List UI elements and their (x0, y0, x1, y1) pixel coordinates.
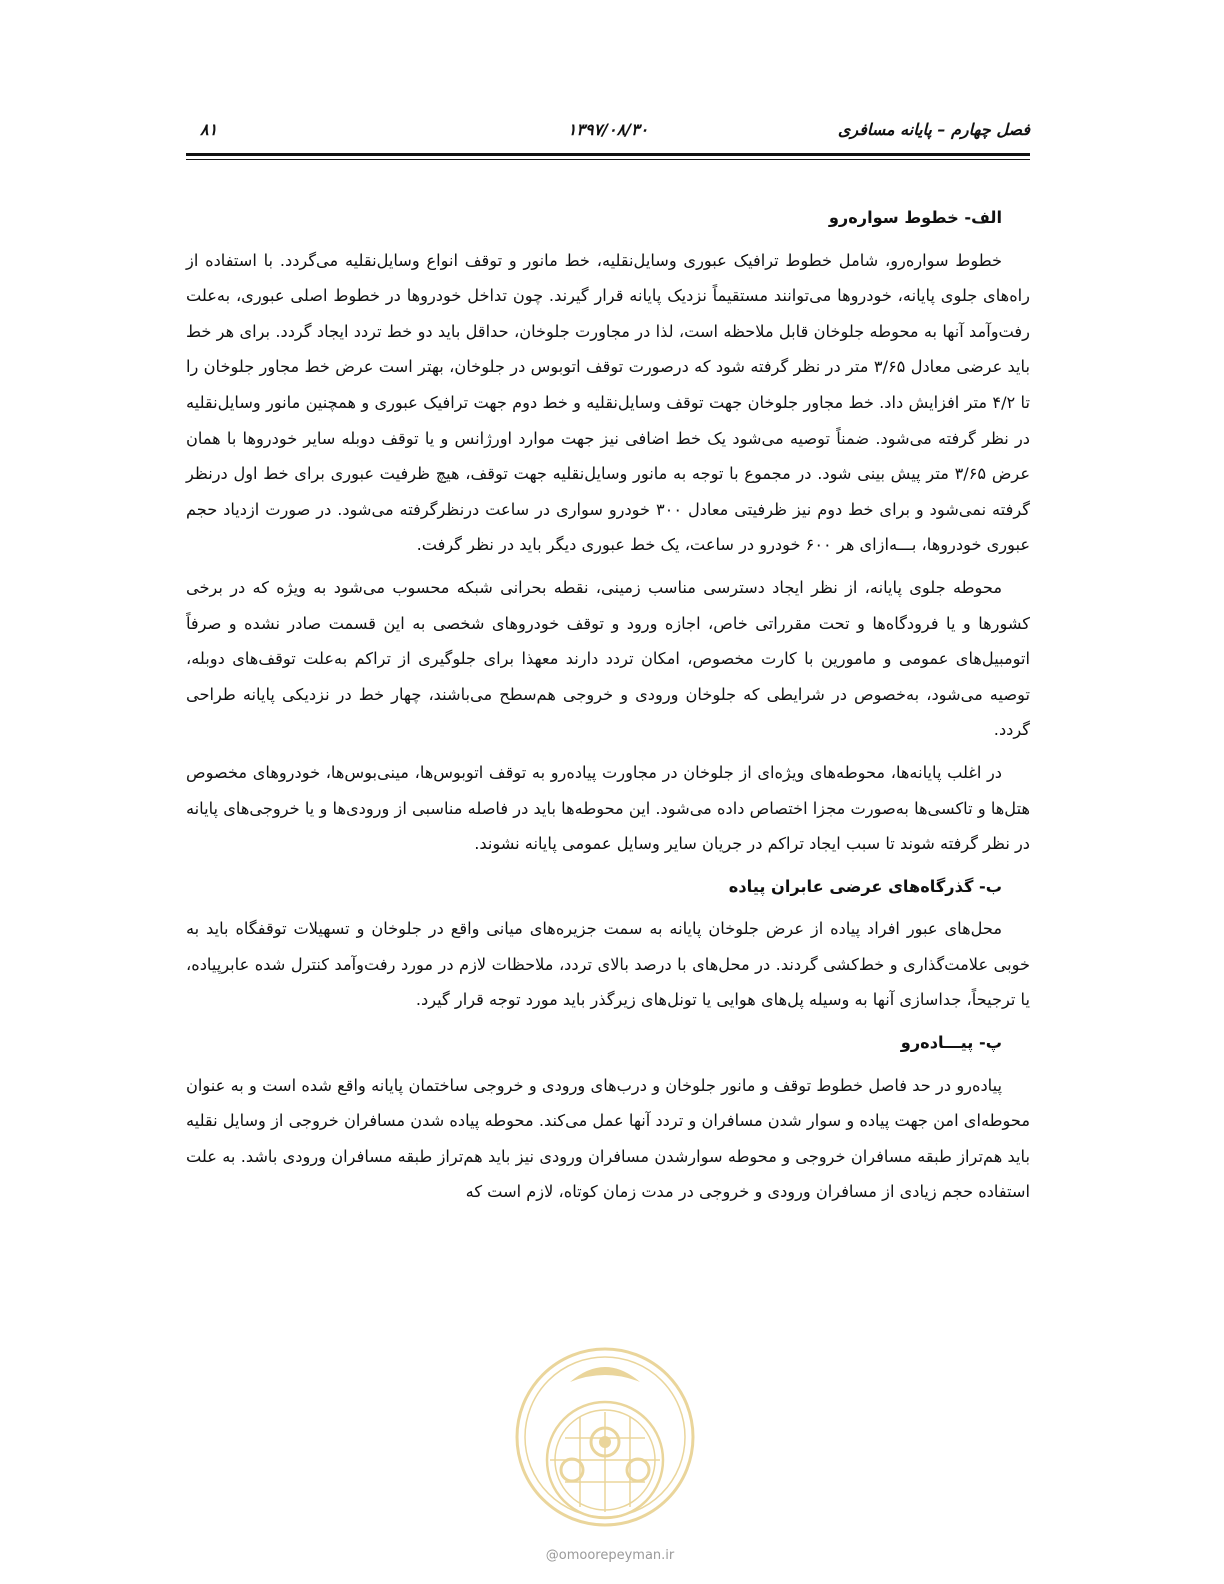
section-heading: ب- گذرگاه‌های عرضی عابران پیاده (728, 876, 1002, 896)
page-number: ۸۱ (200, 120, 218, 139)
section-heading: الف- خطوط سواره‌رو (828, 208, 1002, 227)
header-date: ۱۳۹۷/۰۸/۳۰ (567, 120, 649, 139)
watermark-url: @omoorepeyman.ir (545, 1548, 675, 1563)
paragraph: محوطه جلوی پایانه، از نظر ایجاد دسترسی مناسب زمینی، نقطه بحرانی شبکه محسوب می‌شود به ویژه که در برخی کشورها و یا فرودگاه‌ها و تحت مقرراتی خاص، اجازه ورود و توقف خودروهای شخصی به این قسمت صادر نشده و صرفاً اتومبیل‌های عمومی و مامورین با کارت مخصوص، امکان تردد دارند معهذا برای جلوگیری از تراکم به‌علت توقف‌های دوبله، توصیه می‌شود، به‌خصوص در شرایطی که جلوخان ورودی و خروجی هم‌سطح می‌باشند، چهار خط در نزدیکی پایانه طراحی گردد. (186, 577, 1030, 740)
header-rule-thick (186, 153, 1030, 156)
paragraph: خطوط سواره‌رو، شامل خطوط ترافیک عبوری وسایل‌نقلیه، خط مانور و توقف انواع وسایل‌نقلیه می‌گردد. با استفاده از راه‌های جلوی پایانه، خودروها می‌توانند مستقیماً نزدیک پایانه قرار گیرند. چون تداخل خودروها در خطوط اصلی عبوری، به‌علت رفت‌وآمد آنها به محوطه جلوخان قابل ملاحظه است، لذا در مجاورت جلوخان، حداقل باید دو خط تردد ایجاد گردد. برای هر خط باید عرضی معادل ۳/۶۵ متر در نظر گرفته شود که درصورت توقف اتوبوس در جلوخان، بهتر است عرض خط مجاور جلوخان را تا ۴/۲ متر افزایش داد. خط مجاور جلوخان جهت توقف وسایل‌نقلیه و خط دوم جهت ترافیک عبوری و همچنین مانور وسایل‌نقلیه در نظر گرفته می‌شود. ضمناً توصیه می‌شود یک خط اضافی نیز جهت موارد اورژانس و یا توقف دوبله سایر خودروها با همان عرض ۳/۶۵ متر پیش بینی شود. در مجموع با توجه به مانور وسایل‌نقلیه جهت توقف، هیچ ظرفیت عبوری برای خط اول درنظر گرفته نمی‌شود و برای خط دوم نیز ظرفیتی معادل ۳۰۰ خودرو سواری در ساعت درنظرگرفته می‌شود. در صورت ازدیاد حجم عبوری خودروها، بـــه‌ازای هر ۶۰۰ خودرو در ساعت، یک خط عبوری دیگر باید در نظر گرفت. (186, 250, 1031, 555)
paragraph: در اغلب پایانه‌ها، محوطه‌های ویژه‌ای از جلوخان در مجاورت پیاده‌رو به توقف اتوبوس‌ها، مینی‌بوس‌ها، خودروهای مخصوص هتل‌ها و تاکسی‌ها به‌صورت مجزا اختصاص داده می‌شود. این محوطه‌ها باید در فاصله مناسبی از ورودی‌ها و یا خروجی‌های پایانه در نظر گرفته شوند تا سبب ایجاد تراکم در جریان سایر وسایل عمومی پایانه نشوند. (186, 762, 1030, 854)
watermark-seal-icon (510, 1342, 700, 1532)
body-text (186, 200, 1030, 1217)
running-header (186, 120, 1030, 146)
paragraph: پیاده‌رو در حد فاصل خطوط توقف و مانور جلوخان و درب‌های ورودی و خروجی ساختمان پایانه واقع شده است و به عنوان محوطه‌ای امن جهت پیاده و سوار شدن مسافران و تردد آنها عمل می‌کند. محوطه پیاده شدن مسافران خروجی از وسایل نقلیه باید هم‌تراز طبقه مسافران خروجی و محوطه سوارشدن مسافران ورودی نیز باید هم‌تراز طبقه مسافران ورودی باشد. به علت استفاده حجم زیادی از مسافران ورودی و خروجی در مدت زمان کوتاه، لازم است که (186, 1075, 1030, 1202)
header-rule-thin (186, 159, 1030, 160)
paragraph: محل‌های عبور افراد پیاده از عرض جلوخان پایانه به سمت جزیره‌های میانی واقع در جلوخان و تسهیلات توقفگاه باید به خوبی علامت‌گذاری و خط‌کشی گردند. در محل‌های با درصد بالای تردد، ملاحظات لازم در مورد رفت‌وآمد کنترل شده عابرپیاده، یا ترجیحاً، جداسازی آنها به وسیله پل‌های هوایی یا تونل‌های زیرگذر باید مورد توجه قرار گیرد. (186, 919, 1030, 1010)
chapter-title: فصل چهارم – پایانه مسافری (837, 120, 1030, 139)
section-heading: پ- پیـــاده‌رو (900, 1033, 1002, 1053)
